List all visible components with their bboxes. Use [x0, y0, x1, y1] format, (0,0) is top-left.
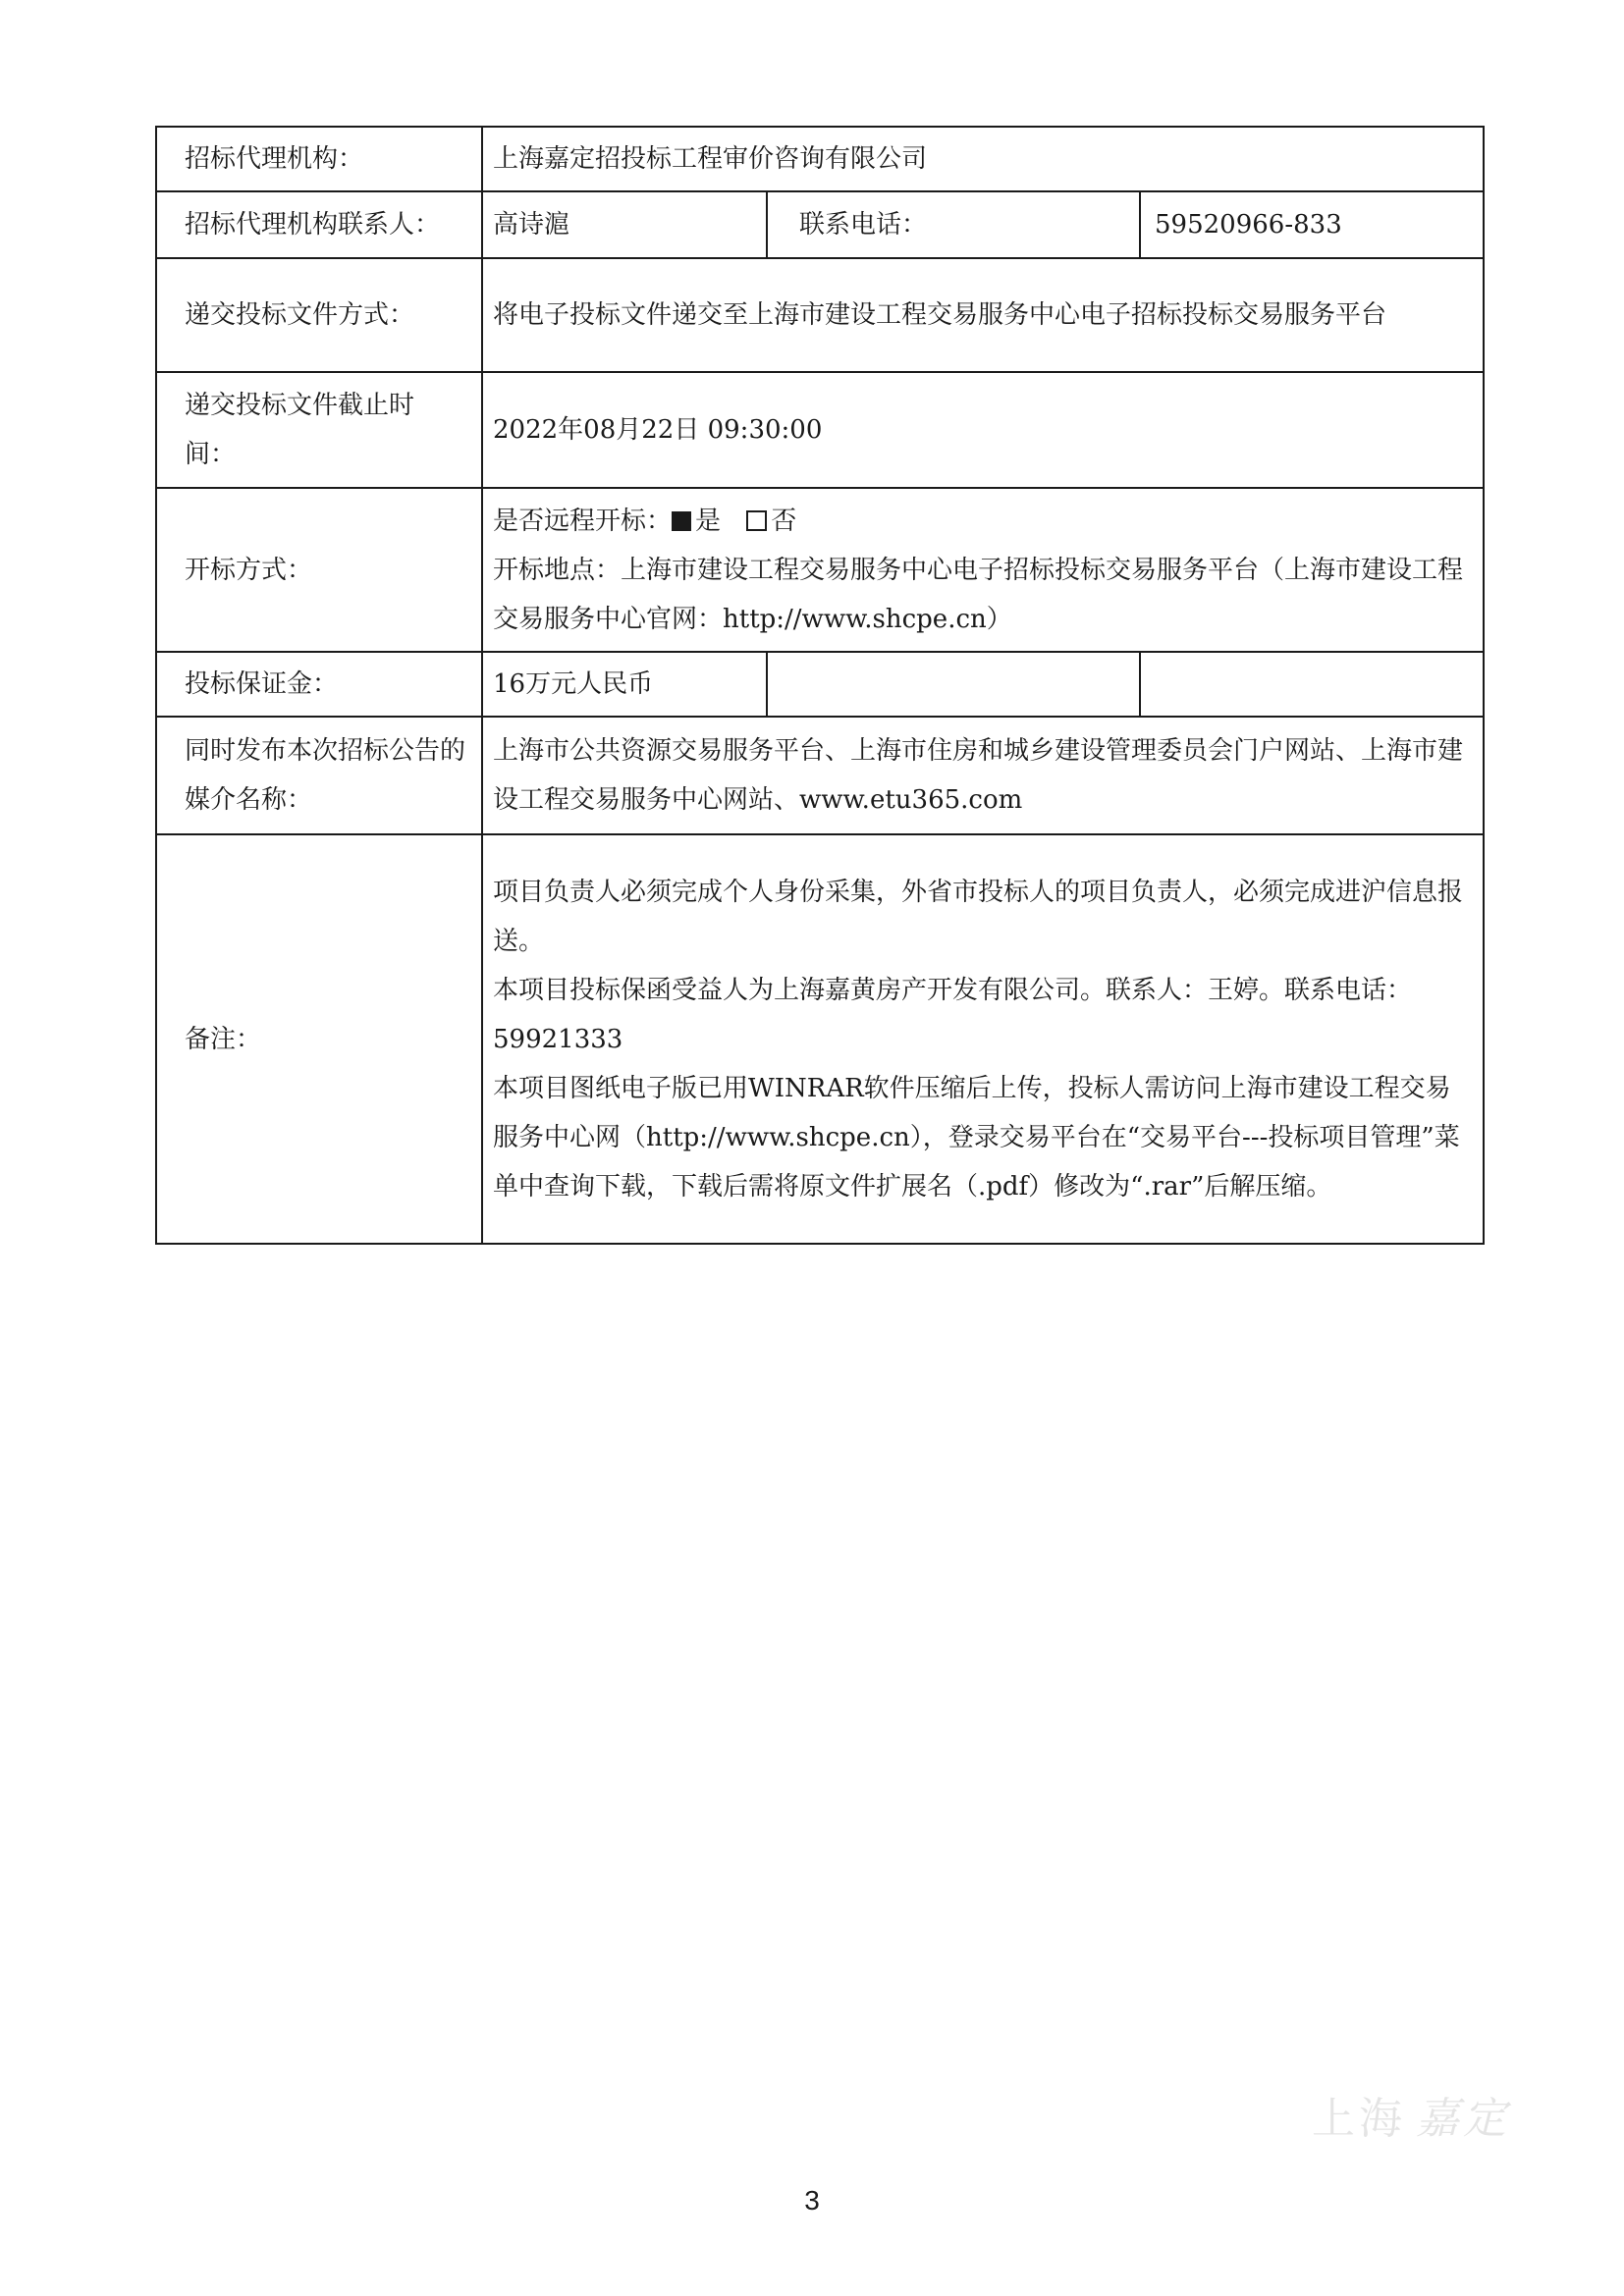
row-deadline [156, 372, 1484, 488]
bond-extra-cell-1 [767, 652, 1140, 717]
tender-info-table [155, 126, 1485, 1245]
opening-value [482, 488, 1484, 652]
row-opening [156, 488, 1484, 652]
bond-value: 16万元人民币 [482, 652, 767, 717]
row-media [156, 717, 1484, 834]
bond-extra-cell-2 [1140, 652, 1484, 717]
phone-label: 联系电话： [767, 191, 1140, 258]
contact-value: 高诗滬 [482, 191, 767, 258]
row-notes [156, 834, 1484, 1244]
row-agency [156, 127, 1484, 191]
watermark-logo [1312, 2083, 1510, 2146]
remote-opening-line [493, 497, 1469, 546]
notes-label: 备注： [156, 834, 482, 1244]
phone-value: 59520966-833 [1140, 191, 1484, 258]
notes-paragraph-1: 项目负责人必须完成个人身份采集，外省市投标人的项目负责人，必须完成进沪信息报送。 [493, 877, 1464, 956]
opening-location: 开标地点：上海市建设工程交易服务中心电子招标投标交易服务平台（上海市建设工程交易服务中心官网：http://www.shcpe.cn） [493, 555, 1464, 634]
agency-label: 招标代理机构： [156, 127, 482, 191]
row-submission [156, 258, 1484, 372]
opening-label: 开标方式： [156, 488, 482, 652]
deadline-value: 2022年08月22日 09:30:00 [482, 372, 1484, 488]
agency-value: 上海嘉定招投标工程审价咨询有限公司 [482, 127, 1484, 191]
row-contact [156, 191, 1484, 258]
media-label: 同时发布本次招标公告的媒介名称： [156, 717, 482, 834]
option-no: 否 [771, 506, 797, 536]
watermark-text-2: 嘉定 [1416, 2094, 1510, 2144]
page-number: 3 [804, 2185, 820, 2216]
contact-label: 招标代理机构联系人： [156, 191, 482, 258]
notes-paragraph-3: 本项目图纸电子版已用WINRAR软件压缩后上传，投标人需访问上海市建设工程交易服务中心网（http://www.shcpe.cn），登录交易平台在“交易平台---投标项目管理”菜单中查询下载，下载后需将原文件扩展名（.pdf）修改为“.rar”后解压缩。 [493, 1073, 1460, 1201]
notes-value [482, 834, 1484, 1244]
remote-opening-prefix: 是否远程开标： [493, 506, 673, 536]
option-yes: 是 [695, 506, 722, 536]
bond-label: 投标保证金： [156, 652, 482, 717]
watermark-text-1: 上海 [1312, 2094, 1406, 2144]
submission-label: 递交投标文件方式： [156, 258, 482, 372]
notes-paragraph-2: 本项目投标保函受益人为上海嘉黄房产开发有限公司。联系人：王婷。联系电话：59921333 [493, 975, 1413, 1054]
checkbox-checked-icon [672, 511, 691, 531]
row-bond [156, 652, 1484, 717]
deadline-label: 递交投标文件截止时间： [156, 372, 482, 488]
checkbox-unchecked-icon [746, 510, 767, 531]
media-value: 上海市公共资源交易服务平台、上海市住房和城乡建设管理委员会门户网站、上海市建设工程交易服务中心网站、www.etu365.com [482, 717, 1484, 834]
submission-value: 将电子投标文件递交至上海市建设工程交易服务中心电子招标投标交易服务平台 [482, 258, 1484, 372]
